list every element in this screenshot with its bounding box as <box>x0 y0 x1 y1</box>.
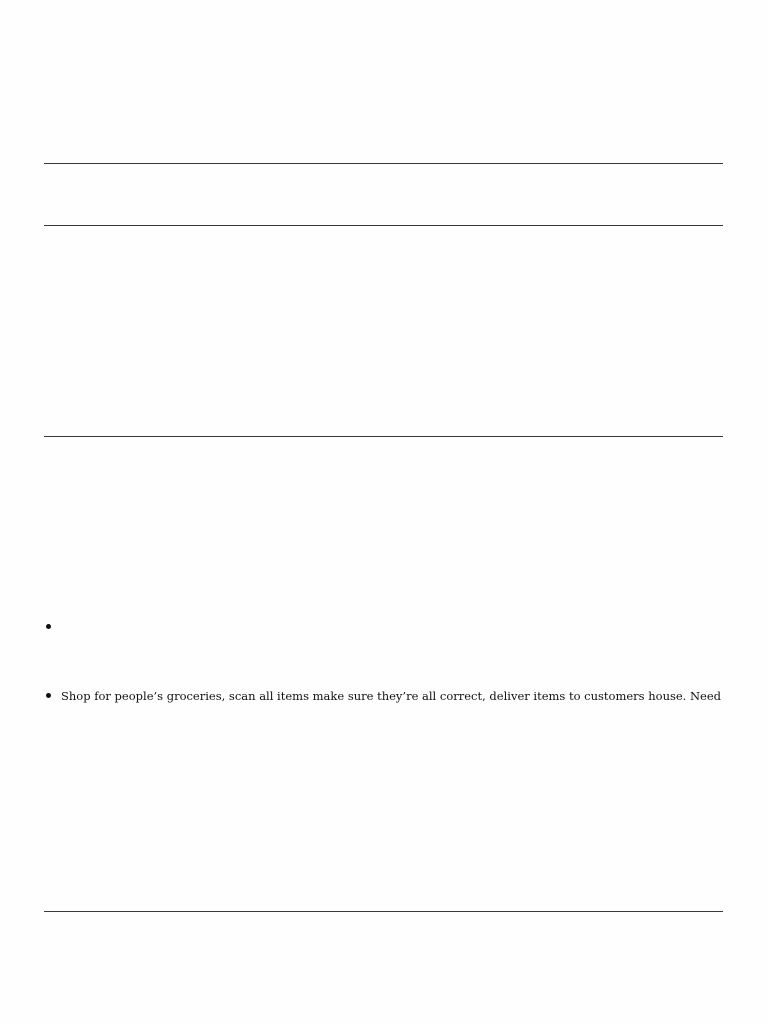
list-item <box>46 688 726 704</box>
horizontal-divider <box>44 163 723 164</box>
horizontal-divider <box>44 436 723 437</box>
horizontal-divider <box>44 225 723 226</box>
bullet-icon <box>46 624 51 629</box>
bullet-icon <box>46 693 51 698</box>
list-item-text: Shop for people’s groceries, scan all items make sure they’re all correct, deliver items to customers house. Need <box>61 689 722 703</box>
horizontal-divider <box>44 911 723 912</box>
list-item <box>46 626 726 631</box>
